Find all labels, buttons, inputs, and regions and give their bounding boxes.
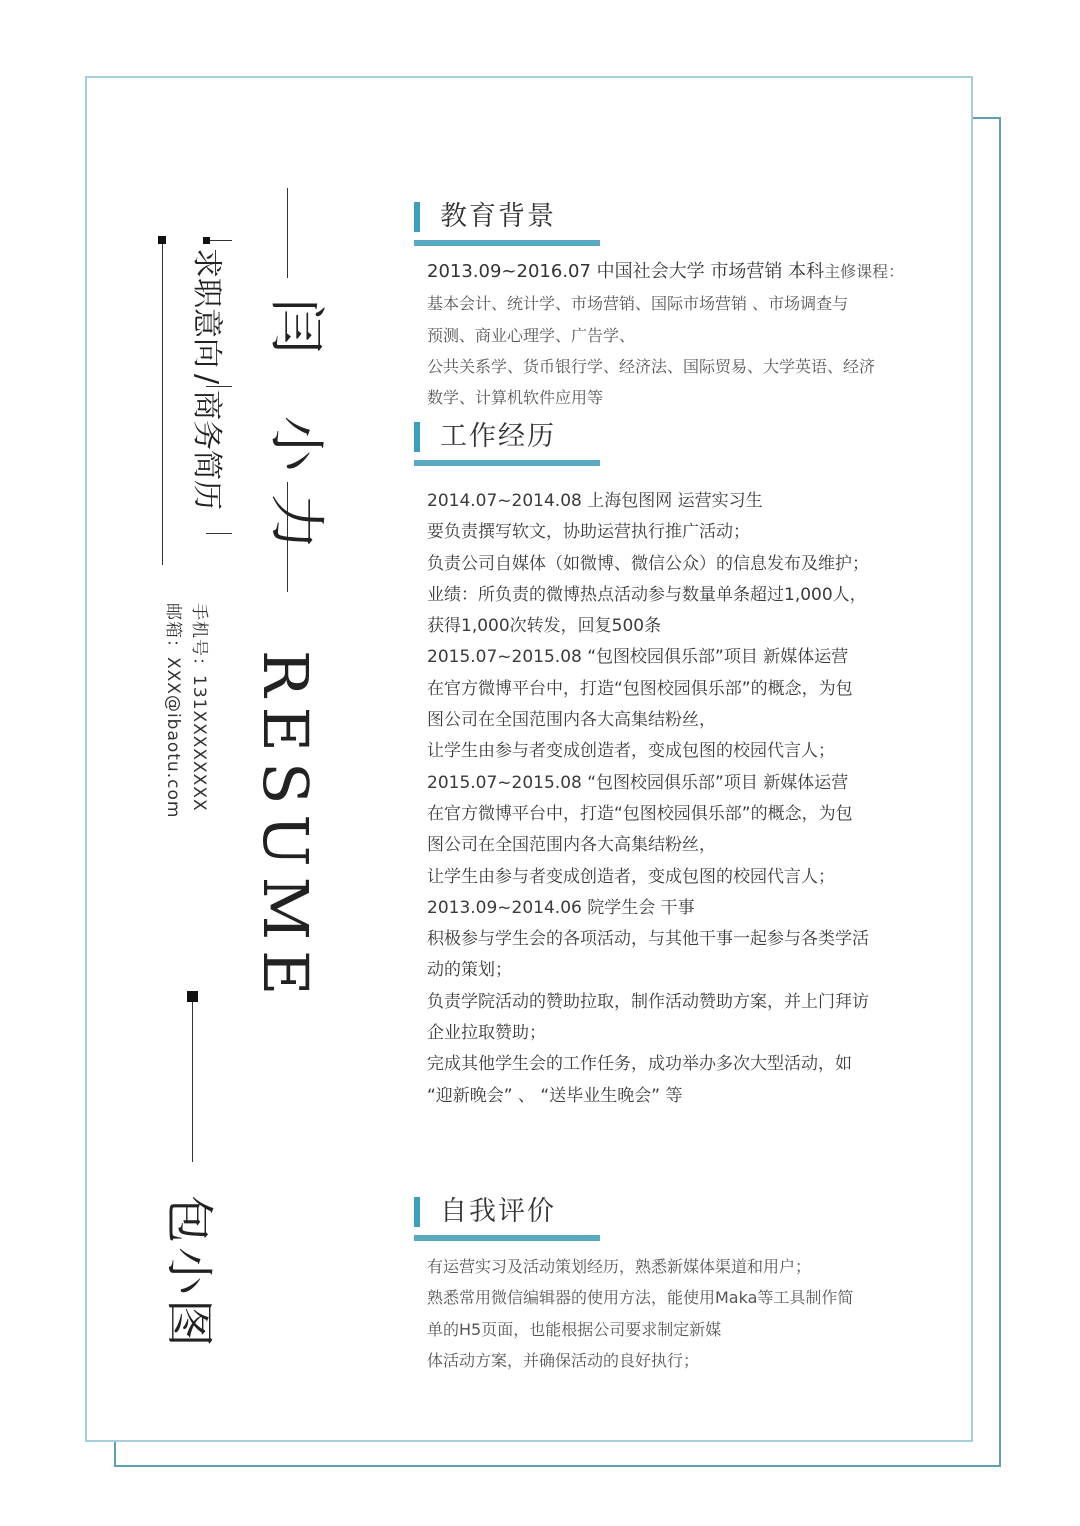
job-intent-separator: / [189,374,224,385]
phone-number: 手机号：131XXXXXXXX [189,603,209,812]
education-body [427,256,904,413]
section-underline [414,1235,600,1241]
resume-title: RESUME [249,650,322,1006]
work-line: 让学生由参与者变成创造者，变成包图的校园代言人； [427,741,835,762]
self-evaluation-section [414,1193,904,1376]
work-line: 2013.09~2014.06 院学生会 干事 [427,897,695,918]
work-line: 2014.07~2014.08 上海包图网 运营实习生 [427,491,763,511]
work-line: 2015.07~2015.08 “包图校园俱乐部”项目 新媒体运营 [427,647,849,668]
work-line: 要负责撰写软文，协助运营执行推广活动； [427,522,750,543]
education-course-label: 主修课程： [824,262,905,281]
work-line: 业绩：所负责的微博热点活动参与数量单条超过1,000人， [427,584,867,605]
intent-line-marker [158,236,166,244]
section-underline [414,240,600,246]
work-line: 企业拉取赞助； [427,1023,546,1044]
work-line: 图公司在全国范围内各大高集结粉丝， [427,835,716,856]
work-line: 在官方微博平台中，打造“包图校园俱乐部”的概念，为包 [427,803,853,824]
work-line: “迎新晚会” 、 “送毕业生晚会” 等 [427,1085,683,1106]
work-section [414,418,904,1112]
work-header [414,418,904,470]
brand-line [192,996,193,1162]
section-marker [414,202,420,232]
name-divider-top [287,188,288,278]
job-intent-value: 商务简历 [189,390,224,511]
candidate-name: 闫 小力 [263,298,328,572]
education-section [414,198,904,413]
self-evaluation-body [427,1251,904,1376]
work-line: 让学生由参与者变成创造者，变成包图的校园代言人； [427,866,835,887]
work-line: 获得1,000次转发，回复500条 [427,616,662,637]
education-line: 公共关系学、货币银行学、经济法、国际贸易、大学英语、经济 [427,356,876,376]
work-line: 负责公司自媒体（如微博、微信公众）的信息发布及维护； [427,553,869,574]
section-marker [414,422,420,452]
self-evaluation-line: 体活动方案，并确保活动的良好执行； [427,1350,700,1370]
intent-line [162,240,163,565]
brand-name: 包小图 [161,1195,217,1352]
education-line: 基本会计、统计学、市场营销、国际市场营销 、市场调查与 [427,294,849,314]
work-body [427,486,904,1112]
self-evaluation-header [414,1193,904,1245]
work-line: 图公司在全国范围内各大高集结粉丝， [427,710,716,731]
education-title: 教育背景 [440,201,556,232]
self-evaluation-line: 单的H5页面，也能根据公司要求制定新媒 [427,1319,722,1339]
job-intent-label: 求职意向 [189,248,224,368]
work-line: 负责学院活动的赞助拉取，制作活动赞助方案，并上门拜访 [427,991,869,1012]
email-address: 邮箱：XXX@ibaotu.com [163,603,183,819]
work-title: 工作经历 [440,421,556,452]
brand-line-marker [187,991,198,1002]
work-line: 在官方微博平台中，打造“包图校园俱乐部”的概念，为包 [427,678,853,699]
self-evaluation-title: 自我评价 [440,1196,556,1227]
education-line: 预测、商业心理学、广告学、 [427,325,636,345]
education-header [414,198,904,250]
education-line: 数学、计算机软件应用等 [427,388,604,408]
work-line: 动的策划； [427,960,512,981]
work-line: 完成其他学生会的工作任务，成功举办多次大型活动，如 [427,1054,852,1075]
education-head-line [427,256,904,288]
intent-strike-marker [203,237,210,244]
work-line: 2015.07~2015.08 “包图校园俱乐部”项目 新媒体运营 [427,772,849,793]
job-intent [188,248,232,510]
section-marker [414,1197,420,1227]
education-degree: 2013.09~2016.07 中国社会大学 市场营销 本科 [427,261,825,282]
self-evaluation-line: 有运营实习及活动策划经历，熟悉新媒体渠道和用户； [427,1257,812,1276]
intent-strike-bottom [206,533,232,534]
section-underline [414,460,600,466]
work-line: 积极参与学生会的各项活动，与其他干事一起参与各类学活 [427,929,869,950]
self-evaluation-line: 熟悉常用微信编辑器的使用方法，能使用Maka等工具制作简 [427,1288,854,1308]
